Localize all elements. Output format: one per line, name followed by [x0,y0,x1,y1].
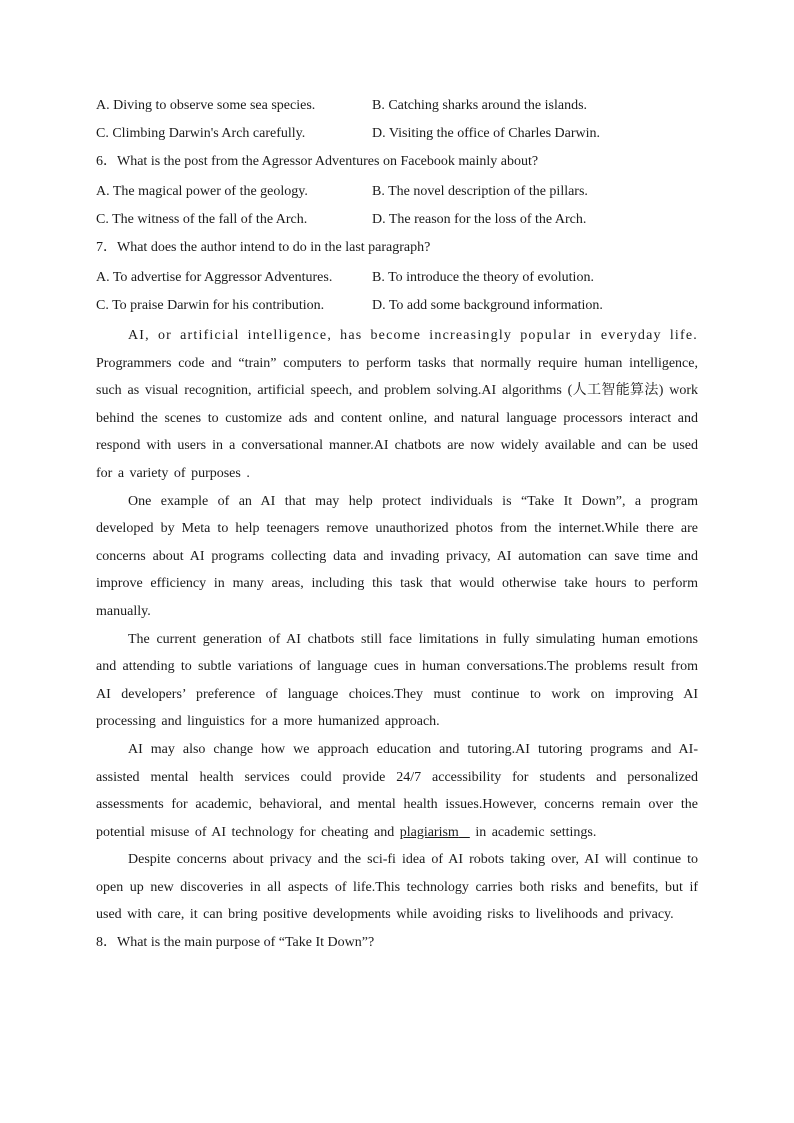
q7-options-row-1 [96,266,698,294]
q5-option-d[interactable]: D. Visiting the office of Charles Darwin. [372,126,601,141]
q6-option-c[interactable]: C. The witness of the fall of the Arch. [96,212,308,227]
q6-option-a[interactable]: A. The magical power of the geology. [96,184,308,199]
q7-question: 7．What does the author intend to do in the last paragraph? [96,240,431,255]
q8-question: 8．What is the main purpose of “Take It Down”? [96,935,375,951]
q6-option-d[interactable]: D. The reason for the loss of the Arch. [372,212,587,227]
q5-option-a[interactable]: A. Diving to observe some sea species. [96,98,316,113]
plagiarism-underlined-word: plagiarism [399,824,459,840]
underline-trail [459,825,470,840]
q5-options-row-2 [96,122,698,150]
exam-page [96,94,698,961]
q6-question: 6．What is the post from the Agressor Adventures on Facebook mainly about? [96,154,539,169]
passage-paragraph-2: One example of an AI that may help protect individuals is “Take It Down”, a program developed by Meta to help teenagers remove unauthorized photos from the internet.While there are concerns about AI programs collecting data and invading privacy, AI automation can save time and improve efficiency in many areas, including this task that would otherwise take hours to perform manually. [96,493,698,619]
q5-option-c[interactable]: C. Climbing Darwin's Arch carefully. [96,126,306,141]
q7-option-d[interactable]: D. To add some background information. [372,298,603,313]
passage-paragraph-5: Despite concerns about privacy and the sci-fi idea of AI robots taking over, AI will continue to open up new discoveries in all aspects of life.This technology carries both risks and benefits, but if used with care, it can bring positive developments while avoiding risks to livelihoods and privacy. [96,852,698,923]
q6-options-row-2 [96,208,698,236]
passage-p4-end: in academic settings. [475,824,597,840]
q7-option-a[interactable]: A. To advertise for Aggressor Adventures. [96,270,333,285]
q6-option-b[interactable]: B. The novel description of the pillars. [372,184,588,199]
passage-paragraph-4 [96,736,698,846]
q7-option-b[interactable]: B. To introduce the theory of evolution. [372,270,594,285]
q7-options-row-2 [96,294,698,322]
q5-option-b[interactable]: B. Catching sharks around the islands. [372,98,588,113]
passage-paragraph-1 [96,322,698,488]
passage-p1-rest: Programmers code and “train” computers to perform tasks that normally require human intelligence, such as visual recognition, artificial speech, and problem solving.AI algorithms (人工智能算法) work behind the scenes to customize ads and content online, and natural language processors interact and respond with users in a conversational manner.AI chatbots are now widely available and can be used for a variety of purposes . [96,355,698,481]
q6-options-row-1 [96,180,698,208]
q5-options-row-1 [96,94,698,122]
q7-option-c[interactable]: C. To praise Darwin for his contribution. [96,298,325,313]
passage-p4-text: AI may also change how we approach education and tutoring.AI tutoring programs and AI-assisted mental health services could provide 24/7 accessibility for students and personalized assessments for academic, behavioral, and mental health issues.However, concerns remain over the potential misuse of AI technology for cheating and [96,741,698,840]
passage-p1-lead: AI, or artificial intelligence, has become increasingly popular in everyday life. [128,328,698,343]
passage-paragraph-3: The current generation of AI chatbots still face limitations in fully simulating human emotions and attending to subtle variations of language cues in human conversations.The problems result from AI developers’ preference of language choices.They must continue to work on improving AI processing and linguistics for a more humanized approach. [96,631,698,730]
